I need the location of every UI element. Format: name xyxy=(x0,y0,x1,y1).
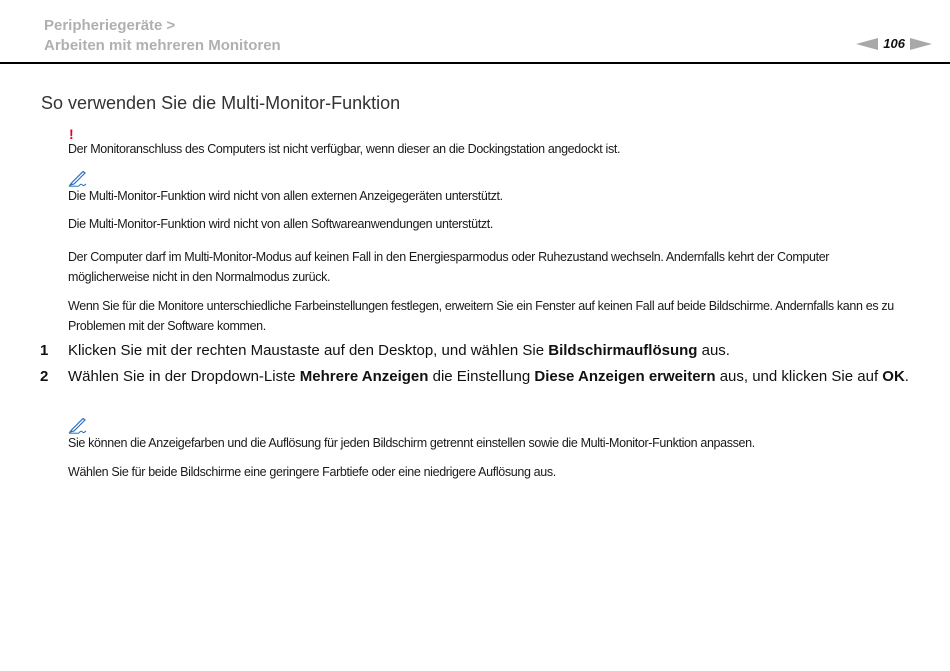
step-text xyxy=(68,341,928,361)
step-text-part: . xyxy=(904,368,909,385)
note-pencil-icon xyxy=(68,418,88,434)
section-title: So verwenden Sie die Multi-Monitor-Funktion xyxy=(41,93,401,113)
step-text-part: Klicken Sie mit der rechten Maustaste auf den Desktop, und wählen Sie xyxy=(68,342,549,359)
breadcrumb-parent: Peripheriegeräte > xyxy=(44,17,176,34)
step-number: 1 xyxy=(40,342,49,359)
step-ui-term: OK xyxy=(882,368,905,385)
next-page-arrow-icon[interactable] xyxy=(910,38,932,50)
note-item: Sie können die Anzeigefarben und die Auflösung für jeden Bildschirm getrennt einstellen sowie die Multi-Monitor-Funktion anpassen. xyxy=(68,436,755,450)
note-pencil-icon xyxy=(68,171,88,187)
step-text-part: aus. xyxy=(697,342,730,359)
step-text xyxy=(68,367,928,387)
note-item: Der Computer darf im Multi-Monitor-Modus auf keinen Fall in den Energiesparmodus oder Ruhezustand wechseln. Andernfalls kehrt der Computer möglicherweise nicht in den Normalmodus zurück. xyxy=(68,250,830,284)
step-text-part: die Einstellung xyxy=(428,368,535,385)
note-item: Die Multi-Monitor-Funktion wird nicht von allen Softwareanwendungen unterstützt. xyxy=(68,217,494,231)
note-item: Wenn Sie für die Monitore unterschiedliche Farbeinstellungen festlegen, erweitern Sie ein Fenster auf keinen Fall auf beide Bildschirme. Andernfalls kann es zu Problemen mit der Software kommen. xyxy=(68,299,894,333)
step-text-part: aus, und klicken Sie auf xyxy=(715,368,883,385)
previous-page-arrow-icon[interactable] xyxy=(856,38,878,50)
step-text-part: Wählen Sie in der Dropdown-Liste xyxy=(68,368,300,385)
step-ui-term: Bildschirmauflösung xyxy=(548,342,698,359)
page-number: 106 xyxy=(883,36,905,51)
page-navigation xyxy=(856,36,932,51)
note-item: Wählen Sie für beide Bildschirme eine geringere Farbtiefe oder eine niedrigere Auflösung aus. xyxy=(68,465,556,479)
step-ui-term: Diese Anzeigen erweitern xyxy=(534,368,716,385)
warning-text: Der Monitoranschluss des Computers ist nicht verfügbar, wenn dieser an die Dockingstation angedockt ist. xyxy=(68,142,621,156)
note-item: Die Multi-Monitor-Funktion wird nicht von allen externen Anzeigegeräten unterstützt. xyxy=(68,189,503,203)
step-number: 2 xyxy=(40,368,49,385)
breadcrumb xyxy=(44,16,281,55)
step-ui-term: Mehrere Anzeigen xyxy=(299,368,429,385)
warning-icon: ! xyxy=(69,126,74,142)
breadcrumb-current: Arbeiten mit mehreren Monitoren xyxy=(44,36,281,54)
header-divider xyxy=(0,62,950,64)
